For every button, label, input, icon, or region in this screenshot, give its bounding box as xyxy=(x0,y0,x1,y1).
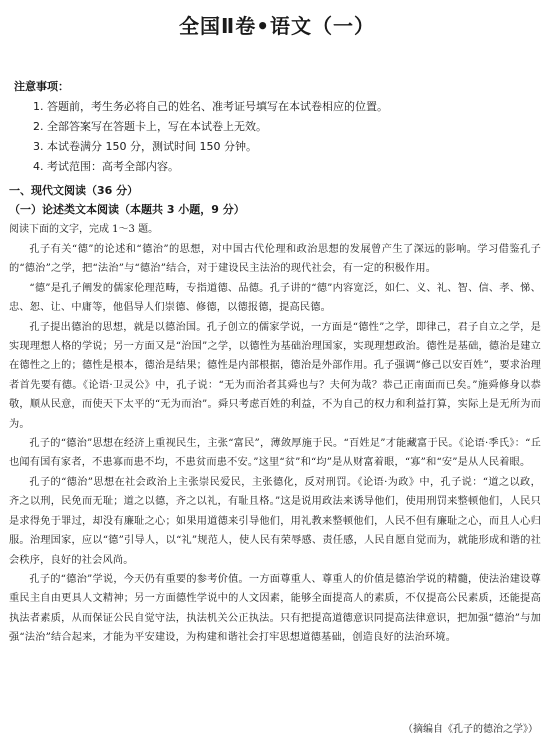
section-heading: 一、现代文阅读（36 分） xyxy=(9,184,139,197)
source-citation: （摘编自《孔子的德治之学》） xyxy=(403,724,538,735)
notice-box xyxy=(14,77,388,177)
reading-instruction: 阅读下面的文字，完成 1～3 题。 xyxy=(9,224,159,235)
notice-heading: 注意事项： xyxy=(14,80,69,93)
subsection-heading: （一）论述类文本阅读（本题共 3 小题，9 分） xyxy=(9,203,245,216)
passage-paragraph: 孔子提出德治的思想，就是以德治国。孔子创立的儒家学说，一方面是“德性”之学，即律己，君子自立之学，是实现理想人格的学说；另一方面又是“治国”之学，以德性为基础治理国家，实现理想政治。德性是基础，德治是建立在德性之上的；德性是根本，德治是结果；德性是内部根据，德治是外部作用。孔子强调“修己以安百姓”，要求治理者首先要有德。《论语·卫灵公》中，孔子说：“无为而治者其舜也与？夫何为哉？恭己正南面而已矣。”施舜修身以恭敬，顺从民意，而使天下太平的“无为而治”。舜只考虑百姓的利益，不为自己的权力和利益打算，实际上是无所为而为。 xyxy=(9,321,541,430)
exam-title: 全国Ⅱ卷•语文（一） xyxy=(179,14,375,38)
notice-item: 4. 考试范围：高考全部内容。 xyxy=(33,160,179,173)
passage-paragraph: “德”是孔子阐发的儒家伦理范畴，专指道德、品德。孔子讲的“德”内容宽泛，如仁、义、礼、智、信、孝、悌、忠、恕、让、中庸等，他倡导人们崇德、修德，以德报德，提高民德。 xyxy=(9,282,541,314)
notice-item: 2. 全部答案写在答题卡上，写在本试卷上无效。 xyxy=(33,120,267,133)
notice-item: 1. 答题前，考生务必将自己的姓名、准考证号填写在本试卷相应的位置。 xyxy=(33,100,388,113)
passage-paragraph: 孔子的“德治”思想在社会政治上主张崇民爱民，主张德化，反对刑罚。《论语·为政》中，孔子说：“道之以政，齐之以刑，民免而无耻；道之以德，齐之以礼，有耻且格。”这是说用政法来诱导他们，使用刑罚来整顿他们，人民只是求得免于罪过，却没有廉耻之心；如果用道德来引导他们，用礼教来整顿他们，人民不但有廉耻之心，而且人心归服。治理国家，应以“德”引导人，以“礼”规范人，使人民有荣辱感、责任感，人民自愿自觉而为，就能形成和谐的社会秩序，良好的社会风尚。 xyxy=(9,476,541,566)
passage-paragraph: 孔子的“德治”学说，今天仍有重要的参考价值。一方面尊重人、尊重人的价值是德治学说的精髓，使法治建设尊重民主自由更具人文精神；另一方面德性学说中的人文因素，能够全面提高人的素质，不仅提高公民素质，还能提高执法者素质，从而保证公民自觉守法，执法机关公正执法。只有把提高道德意识同提高法律意识，把加强“德治”与加强“法治”结合起来，才能为平安建设，为构建和谐社会打牢思想道德基础，创造良好的法治环境。 xyxy=(9,573,541,644)
passage-paragraph: 孔子有关“德”的论述和“德治”的思想，对中国古代伦理和政治思想的发展曾产生了深远的影响。学习借鉴孔子的“德治”之学，把“法治”与“德治”结合，对于建设民主法治的现代社会，有一定的积极作用。 xyxy=(9,244,541,275)
passage-paragraph: 孔子的“德治”思想在经济上重视民生，主张“富民”，薄敛厚施于民。“百姓足”才能藏富于民。《论语·季氏》：“丘也闻有国有家者，不患寡而患不均，不患贫而患不安。”这里“贫”和“均”是从财富着眼，“寡”和“安”是从人民着眼。 xyxy=(9,438,541,469)
reading-passage xyxy=(9,240,541,648)
notice-item: 3. 本试卷满分 150 分，测试时间 150 分钟。 xyxy=(33,140,257,153)
